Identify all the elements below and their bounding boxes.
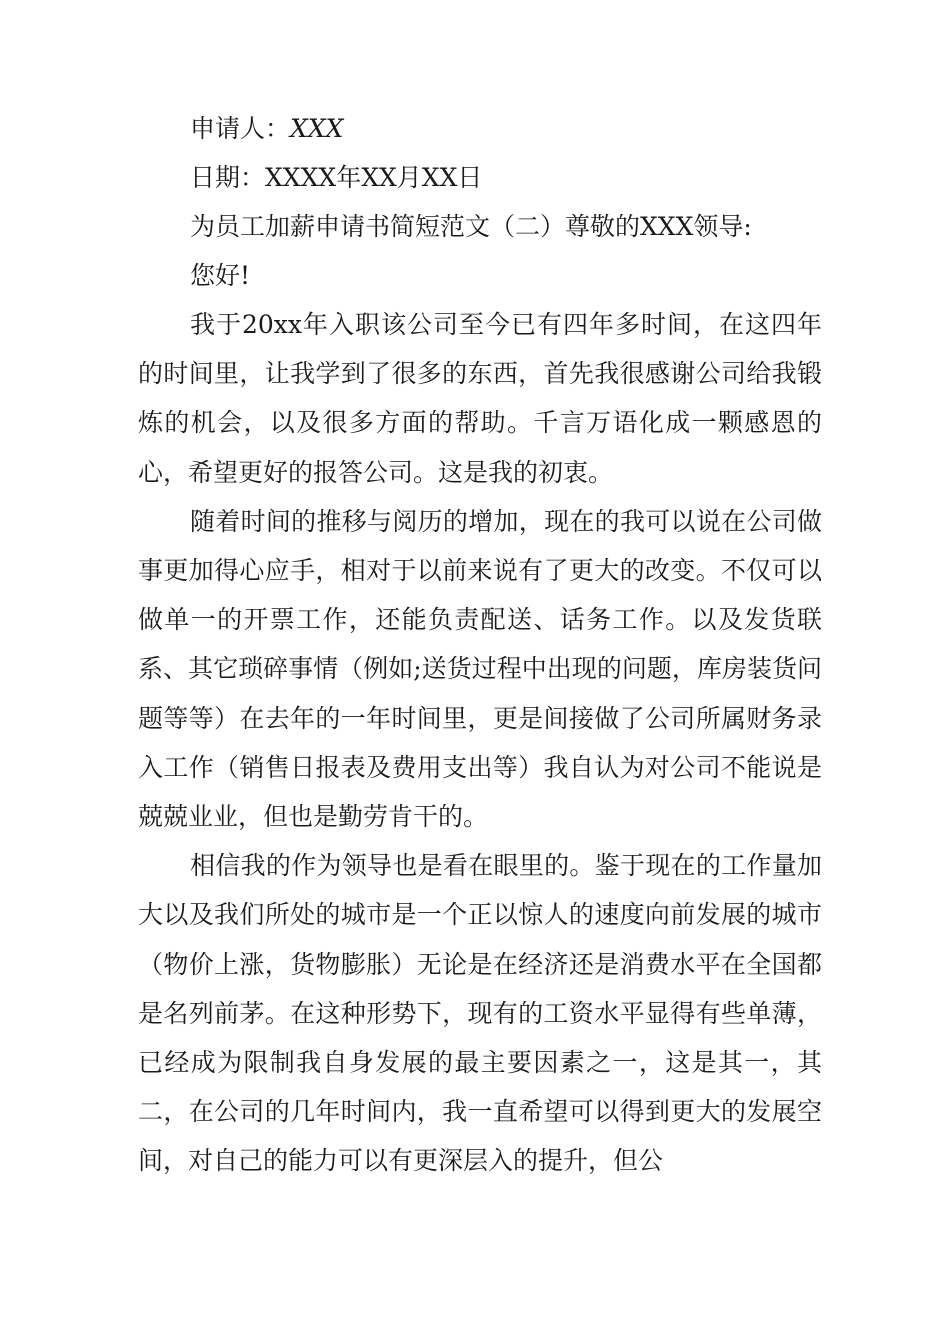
document-body — [138, 104, 822, 1186]
paragraph-1: 我于20xx年入职该公司至今已有四年多时间，在这四年的时间里，让我学到了很多的东西，首先我很感谢公司给我锻炼的机会，以及很多方面的帮助。千言万语化成一颗感恩的心，希望更好的报答公司。这是我的初衷。 — [138, 310, 822, 487]
paragraph-3: 相信我的作为领导也是看在眼里的。鉴于现在的工作量加大以及我们所处的城市是一个正以惊人的速度向前发展的城市（物价上涨，货物膨胀）无论是在经济还是消费水平在全国都是名列前茅。在这种形势下，现有的工资水平显得有些单薄，已经成为限制我自身发展的最主要因素之一，这是其一，其二，在公司的几年时间内，我一直希望可以得到更大的发展空间，对自己的能力可以有更深层入的提升，但公 — [138, 851, 822, 1176]
date-line: 日期：XXXX年XX月XX日 — [190, 163, 483, 192]
section-heading: 为员工加薪申请书简短范文（二）尊敬的XXX领导: — [190, 212, 752, 241]
applicant-line — [138, 104, 822, 153]
paragraph-2: 随着时间的推移与阅历的增加，现在的我可以说在公司做事更加得心应手，相对于以前来说有了更大的改变。不仅可以做单一的开票工作，还能负责配送、话务工作。以及发货联系、其它琐碎事情（例如;送货过程中出现的问题，库房装货问题等等）在去年的一年时间里，更是间接做了公司所属财务录入工作（销售日报表及费用支出等）我自认为对公司不能说是兢兢业业，但也是勤劳肯干的。 — [138, 506, 822, 832]
applicant-value: XXX — [290, 114, 344, 143]
applicant-label: 申请人： — [190, 114, 291, 143]
greeting: 您好! — [190, 261, 251, 290]
